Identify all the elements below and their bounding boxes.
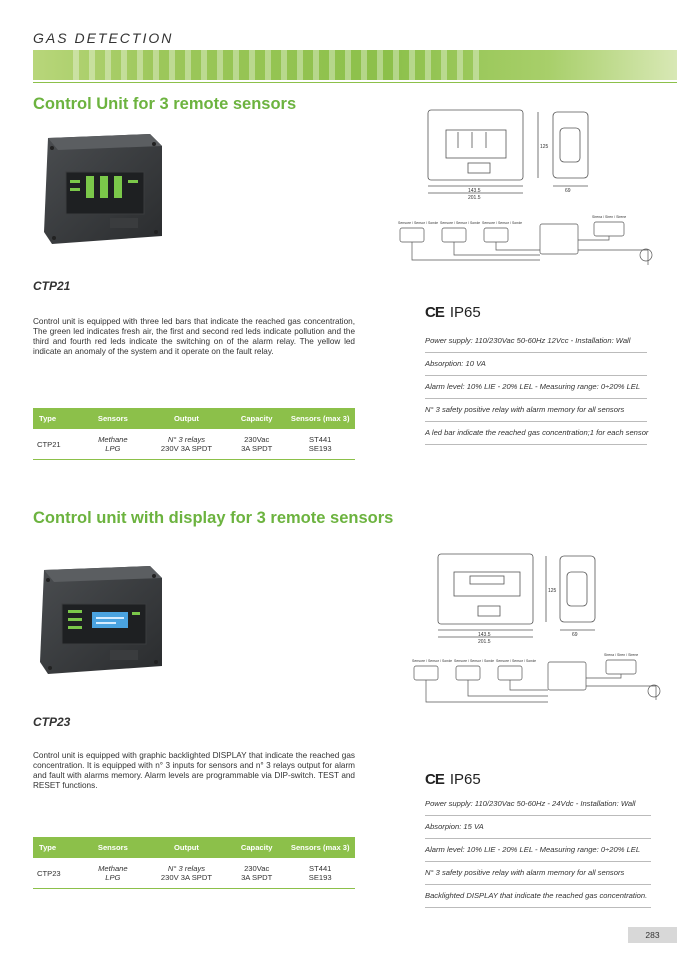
page-number: 283 [628, 927, 677, 943]
table-header-output: Output [145, 837, 228, 858]
cell-sensors-line1: Methane [98, 435, 128, 444]
list-item: N° 3 safety positive relay with alarm memory for all sensors [425, 399, 647, 422]
cell-sensors-max [285, 429, 355, 460]
cell-sensors-line2: LPG [105, 873, 121, 882]
diagram-label: Sensore / Sensor / Sonde [440, 221, 481, 225]
table-header-type: Type [33, 837, 81, 858]
ctp23-ce-ip-rating [425, 771, 481, 788]
header-band [33, 50, 677, 80]
page-header-title: GAS DETECTION [33, 30, 174, 46]
table-row [33, 429, 355, 460]
table-row [33, 858, 355, 889]
ip-rating: IP65 [449, 304, 481, 321]
cell-output [145, 858, 228, 889]
ce-mark-icon: CE [425, 771, 444, 788]
ctp21-description: Control unit is equipped with three led bars that indicate the reached gas concentration, The green led indicates fresh air, the first and second red leds indicate pollution and the third and fourth red leds indicate the switching on of the alarm relay. The yellow led indicate an anomaly of the system and it operate on the fault relay. [33, 317, 355, 356]
cell-sensors [81, 429, 145, 460]
list-item: Alarm level: 10% LIE - 20% LEL - Measuring range: 0÷20% LEL [425, 839, 651, 862]
dim-height: 125 [540, 144, 549, 150]
dim-width-2: 201.5 [468, 195, 481, 201]
diagram-label: Sensore / Sensor / Sonde [482, 221, 523, 225]
list-item: Alarm level: 10% LIE - 20% LEL - Measuring range: 0÷20% LEL [425, 376, 647, 399]
table-header-type: Type [33, 408, 81, 429]
list-item: Absorption: 10 VA [425, 353, 647, 376]
header-divider [33, 82, 677, 83]
dim-width-1: 143.5 [468, 188, 481, 194]
table-header-sensors: Sensors [81, 837, 145, 858]
cell-output-line2: 230V 3A SPDT [160, 444, 212, 453]
cell-capacity-line2: 3A SPDT [241, 444, 273, 453]
diagram-label: Sirena / Siren / Sirene [604, 653, 639, 657]
cell-max-line1: ST441 [309, 435, 332, 444]
list-item: Absorpion: 15 VA [425, 816, 651, 839]
diagram-label: Sirena / Siren / Sirene [592, 215, 627, 219]
dim-width-1: 143.5 [478, 632, 491, 638]
cell-max-line2: SE193 [308, 873, 332, 882]
ctp21-feature-list [425, 330, 647, 445]
dim-depth: 69 [572, 632, 578, 638]
cell-max-line1: ST441 [309, 864, 332, 873]
cell-sensors-max [285, 858, 355, 889]
diagram-label: Sensore / Sensor / Sonde [454, 659, 495, 663]
cell-capacity-line2: 3A SPDT [241, 873, 273, 882]
dim-depth: 69 [565, 188, 571, 194]
section1-title: Control Unit for 3 remote sensors [33, 95, 297, 113]
dim-height: 125 [548, 588, 557, 594]
list-item: A led bar indicate the reached gas concentration;1 for each sensor [425, 422, 647, 445]
cell-sensors-line1: Methane [98, 864, 128, 873]
list-item: Backlighted DISPLAY that indicate the reached gas concentration. [425, 885, 651, 908]
diagram-label: Sensore / Sensor / Sonde [412, 659, 453, 663]
ctp23-feature-list [425, 793, 651, 908]
table-header-sensors-max: Sensors (max 3) [285, 408, 355, 429]
table-header-output: Output [145, 408, 228, 429]
cell-sensors [81, 858, 145, 889]
cell-capacity-line1: 230Vac [244, 864, 270, 873]
ctp23-model-label: CTP23 [33, 715, 71, 729]
list-item: Power supply: 110/230Vac 50-60Hz - 24Vdc - Installation: Wall [425, 793, 651, 816]
ctp21-model-label: CTP21 [33, 279, 71, 293]
ctp23-technical-drawing [410, 544, 668, 716]
cell-type: CTP21 [33, 429, 81, 460]
cell-capacity [228, 858, 285, 889]
diagram-label: Sensore / Sensor / Sonde [398, 221, 439, 225]
ctp21-device-image [40, 128, 165, 248]
table-header-capacity: Capacity [228, 837, 285, 858]
section2-title: Control unit with display for 3 remote sensors [33, 509, 394, 527]
cell-type: CTP23 [33, 858, 81, 889]
table-header-sensors-max: Sensors (max 3) [285, 837, 355, 858]
ctp21-ce-ip-rating [425, 304, 481, 321]
table-header-capacity: Capacity [228, 408, 285, 429]
cell-output-line2: 230V 3A SPDT [160, 873, 212, 882]
ip-rating: IP65 [449, 771, 481, 788]
cell-max-line2: SE193 [308, 444, 332, 453]
list-item: N° 3 safety positive relay with alarm memory for all sensors [425, 862, 651, 885]
cell-capacity [228, 429, 285, 460]
table-header-sensors: Sensors [81, 408, 145, 429]
dim-width-2: 201.5 [478, 639, 491, 645]
ctp23-spec-table [33, 837, 355, 889]
cell-capacity-line1: 230Vac [244, 435, 270, 444]
cell-output-line1: N° 3 relays [167, 435, 206, 444]
ctp23-description: Control unit is equipped with graphic backlighted DISPLAY that indicate the reached gas concentration. It is equipped with n° 3 inputs for sensors and n° 3 relays output for alarm and fault with alarms memory. Alarm levels are programmable via DIP-switch. TEST and RESET functions. [33, 751, 355, 790]
diagram-label: Sensore / Sensor / Sonde [496, 659, 537, 663]
cell-sensors-line2: LPG [105, 444, 121, 453]
ce-mark-icon: CE [425, 304, 444, 321]
ctp23-device-image [38, 562, 166, 680]
cell-output [145, 429, 228, 460]
ctp21-technical-drawing [398, 100, 660, 280]
cell-output-line1: N° 3 relays [167, 864, 206, 873]
ctp21-spec-table [33, 408, 355, 460]
list-item: Power supply: 110/230Vac 50-60Hz 12Vcc - Installation: Wall [425, 330, 647, 353]
